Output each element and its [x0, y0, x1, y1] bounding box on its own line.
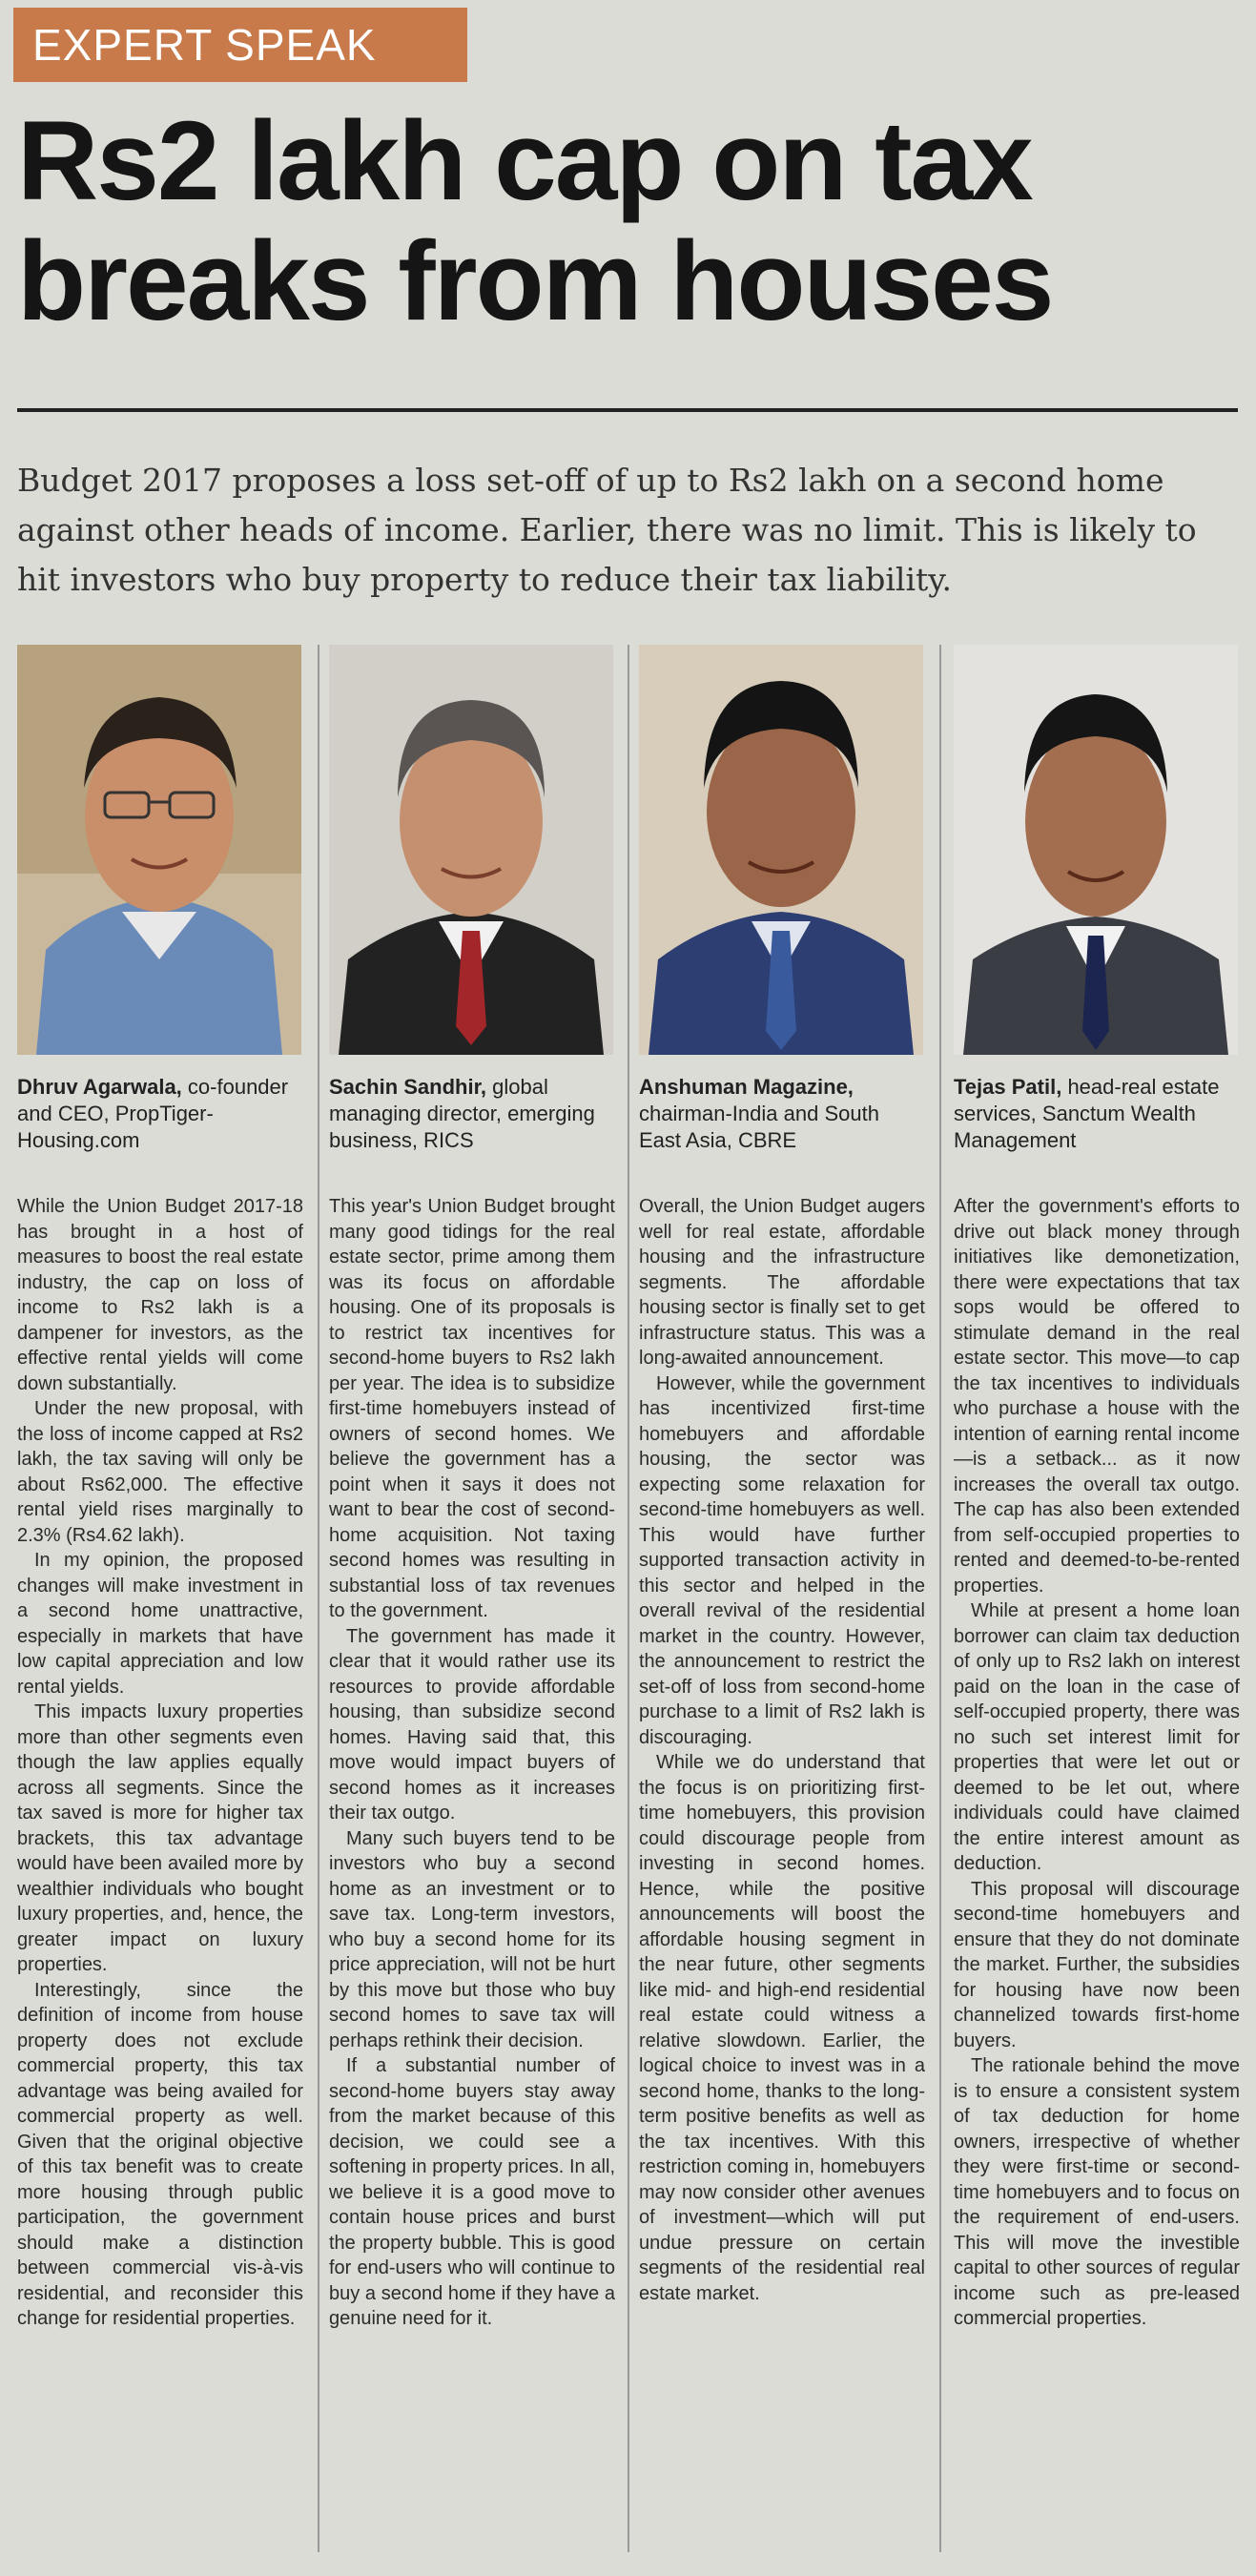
expert-column-2	[329, 645, 615, 2332]
paragraph: After the government's efforts to drive out black money through initiatives like demonetization, there were expectations that tax sops would be offered to stimulate demand in the real estate sector. This move—to cap the tax incentives to individuals who purchase a house with the intention of earning rental income—is a setback... as it now increases the overall tax outgo. The cap has also been extended from self-occupied properties to rented and deemed-to-be-rented properties.	[954, 1196, 1240, 1597]
expert-title: co-founder and CEO, PropTiger-Housing.com	[17, 1075, 289, 1152]
expert-comment	[17, 1194, 303, 2332]
column-divider	[628, 645, 629, 2552]
expert-column-4	[954, 645, 1240, 2332]
expert-name: Anshuman Magazine,	[639, 1075, 854, 1099]
expert-title: chairman-India and South East Asia, CBRE	[639, 1102, 879, 1152]
expert-column-3	[639, 645, 925, 2306]
expert-comment	[954, 1194, 1240, 2332]
column-divider	[939, 645, 941, 2552]
paragraph: If a substantial number of second-home buyers stay away from the market because of this decision, we could see a softening in property prices. In all, we believe it is a good move to contain house prices and burst the property bubble. This is good for end-users who will continue to buy a second home if they have a genuine need for it.	[329, 2055, 615, 2329]
expert-photo-anshuman-magazine	[639, 645, 923, 1055]
expert-photo-sachin-sandhir	[329, 645, 613, 1055]
expert-name: Dhruv Agarwala,	[17, 1075, 182, 1099]
headline: Rs2 lakh cap on tax breaks from houses	[17, 98, 1053, 344]
column-divider	[318, 645, 319, 2552]
section-kicker: EXPERT SPEAK	[13, 8, 467, 82]
headline-divider	[17, 408, 1238, 412]
expert-byline	[639, 1074, 925, 1177]
expert-comment	[329, 1194, 615, 2332]
paragraph: This year's Union Budget brought many good tidings for the real estate sector, prime among them was its focus on affordable housing. One of its proposals is to restrict tax incentives for second-home buyers to Rs2 lakh per year. The idea is to subsidize first-time homebuyers instead of owners of second homes. We believe the government has a point when it says it does not want to bear the cost of second-home acquisition. Not taxing second homes was resulting in substantial loss of tax revenues to the government.	[329, 1196, 615, 1621]
paragraph: While we do understand that the focus is on prioritizing first-time homebuyers, this provision could discourage people from investing in second homes. Hence, while the positive announcements will boost the affordable housing segment in the near future, other segments like mid- and high-end residential real estate could witness a relative slowdown. Earlier, the logical choice to invest was in a second home, thanks to the long-term positive benefits as well as the tax incentives. With this restriction coming in, homebuyers may now consider other avenues of investment—which will put undue pressure on certain segments of the residential real estate market.	[639, 1752, 925, 2304]
expert-column-1	[17, 645, 303, 2332]
expert-byline	[329, 1074, 615, 1177]
paragraph: The government has made it clear that it would rather use its resources to provide affordable housing, than subsidize second homes. Having said that, this move would impact buyers of second homes as it increases their tax outgo.	[329, 1625, 615, 1824]
expert-photo-tejas-patil	[954, 645, 1238, 1055]
paragraph: Overall, the Union Budget augers well for real estate, affordable housing and the infrastructure segments. The affordable housing sector is finally set to get infrastructure status. This was a long-awaited announcement.	[639, 1196, 925, 1369]
expert-comment	[639, 1194, 925, 2306]
expert-byline	[17, 1074, 303, 1177]
expert-byline	[954, 1074, 1240, 1177]
expert-title: head-real estate services, Sanctum Wealth Management	[954, 1075, 1220, 1152]
paragraph: Interestingly, since the definition of income from house property does not exclude commercial property, this tax advantage was being availed for commercial property as well. Given that the original objective of this tax benefit was to create more housing through public participation, the government should make a distinction between commercial vis-à-vis residential, and reconsider this change for residential properties.	[17, 1979, 303, 2329]
paragraph: Under the new proposal, with the loss of income capped at Rs2 lakh, the tax saving will only be about Rs62,000. The effective rental yield rises marginally to 2.3% (Rs4.62 lakh).	[17, 1398, 303, 1546]
paragraph: While the Union Budget 2017-18 has brought in a host of measures to boost the real estate industry, the cap on loss of income to Rs2 lakh is a dampener for investors, as the effective rental yields will come down substantially.	[17, 1196, 303, 1394]
paragraph: The rationale behind the move is to ensure a consistent system of tax deduction for home owners, irrespective of whether they were first-time or second-time homebuyers and to focus on the requirement of end-users. This will move the investible capital to other sources of regular income such as pre-leased commercial properties.	[954, 2055, 1240, 2329]
expert-name: Sachin Sandhir,	[329, 1075, 487, 1099]
paragraph: While at present a home loan borrower can claim tax deduction of only up to Rs2 lakh on interest paid on the loan in the case of self-occupied property, there was no such set interest limit for properties that were let out or deemed to be let out, where individuals could have claimed the entire interest amount as deduction.	[954, 1600, 1240, 1874]
paragraph: However, while the government has incentivized first-time homebuyers and affordable housing, the sector was expecting some relaxation for second-time homebuyers as well. This would have further supported transaction activity in this sector and helped in the overall revival of the residential market in the country. However, the announcement to restrict the set-off of loss from second-home purchase to a limit of Rs2 lakh is discouraging.	[639, 1372, 925, 1748]
expert-name: Tejas Patil,	[954, 1075, 1062, 1099]
paragraph: This proposal will discourage second-time homebuyers and ensure that they do not dominate the market. Further, the subsidies for housing have now been channelized towards first-home buyers.	[954, 1878, 1240, 2051]
paragraph: Many such buyers tend to be investors who buy a second home as an investment or to save tax. Long-term investors, who buy a second home for its price appreciation, will not be hurt by this move but those who buy second homes to save tax will perhaps rethink their decision.	[329, 1827, 615, 2051]
deck-summary: Budget 2017 proposes a loss set-off of up to Rs2 lakh on a second home against other heads of income. Earlier, there was no limit. This is likely to hit investors who buy property to reduce their tax liability.	[17, 462, 1197, 598]
expert-photo-dhruv-agarwala	[17, 645, 301, 1055]
paragraph: This impacts luxury properties more than other segments even though the law applies equally across all segments. Since the tax saved is more for higher tax brackets, this tax advantage would have been availed more by wealthier individuals who bought luxury properties, and, hence, the greater impact on luxury properties.	[17, 1701, 303, 1975]
expert-title: global managing director, emerging business, RICS	[329, 1075, 595, 1152]
paragraph: In my opinion, the proposed changes will make investment in a second home unattractive, especially in markets that have low capital appreciation and low rental yields.	[17, 1550, 303, 1698]
